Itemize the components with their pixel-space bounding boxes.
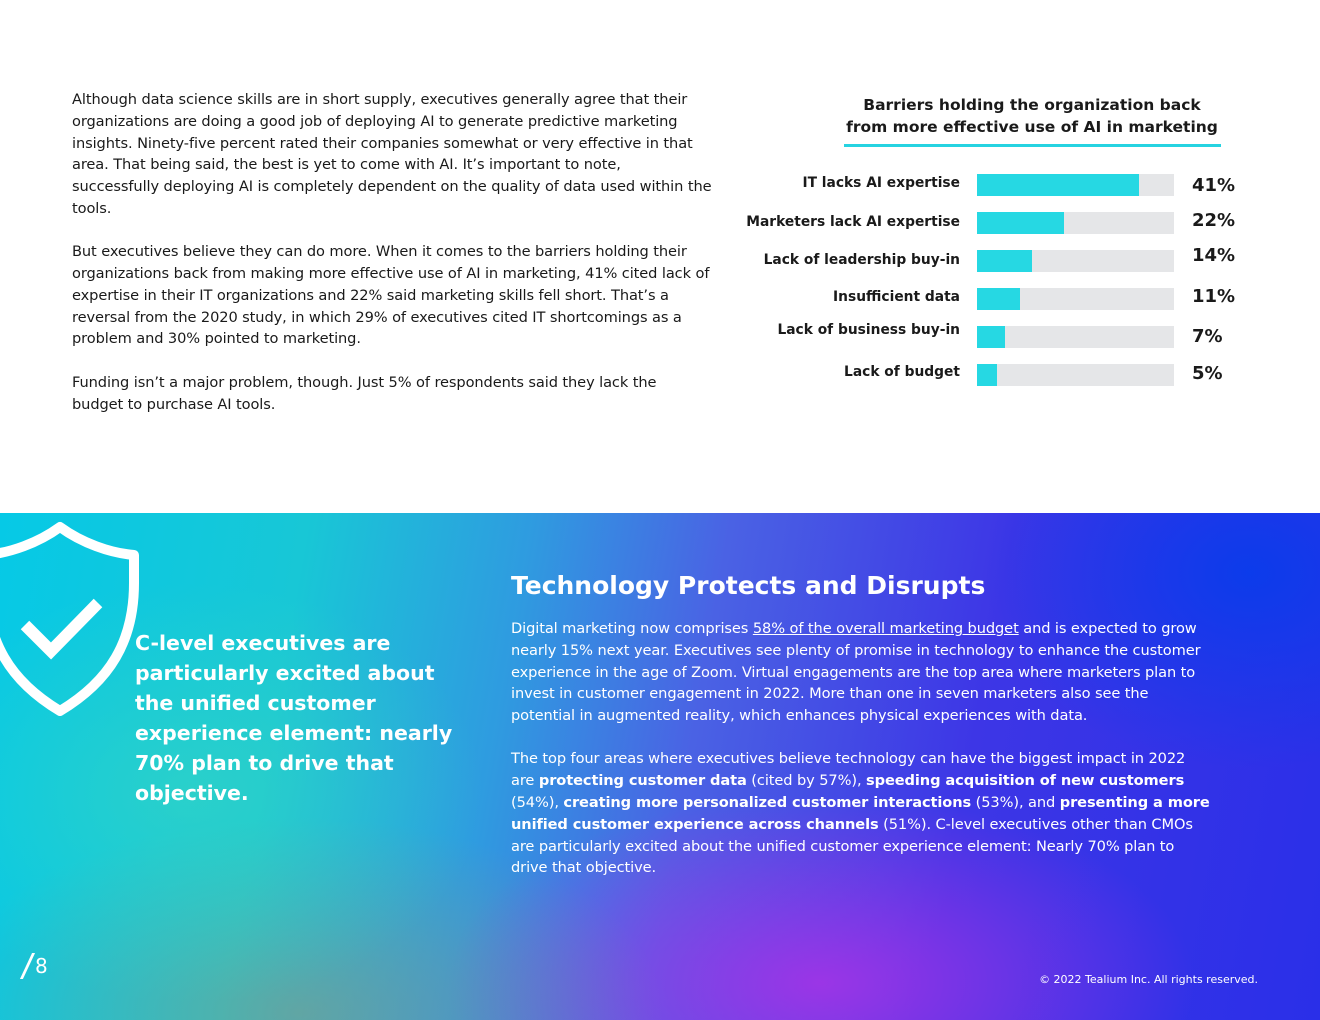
slash-mark-icon — [20, 953, 35, 979]
bar-label: Lack of budget — [844, 364, 960, 380]
bold-text-run: protecting customer data — [538, 772, 747, 790]
bar-value: 5% — [1192, 363, 1223, 384]
pull-quote: C-level executives are particularly excited about the unified customer experience element: nearly 70% plan to drive that objective. — [135, 631, 453, 805]
bar-track — [977, 288, 1174, 310]
text-run: The top four areas where executives believe technology can have the biggest impact in 2022 are — [511, 750, 1186, 790]
intro-paragraph-2: But executives believe they can do more. When it comes to the barriers holding their organizations back from making more effective use of AI in marketing, 41% cited lack of expertise in their IT organizations and 22% said marketing skills fell short. That’s a reversal from the 2020 study, in which 29% of executives cited IT shortcomings as a problem and 30% pointed to marketing. — [72, 243, 710, 348]
bar-label: Lack of leadership buy-in — [763, 252, 960, 268]
bar-row-budget — [740, 364, 1260, 388]
budget-link[interactable]: 58% of the overall marketing budget — [752, 620, 1019, 637]
text-run: (cited by 57%), — [746, 772, 867, 790]
intro-paragraph-1: Although data science skills are in short supply, executives generally agree that their organizations are doing a good job of deploying AI to generate predictive marketing insights. Ninety-five percent rated their companies somewhat or very effective in that area. That being said, the best is yet to come with AI. It’s important to note, successfully deploying AI is completely dependent on the quality of data used within the tools. — [72, 91, 712, 217]
bar-fill — [977, 174, 1139, 196]
chart-title — [836, 94, 1228, 138]
bar-track — [977, 174, 1174, 196]
page-number-value: 8 — [35, 954, 48, 978]
bar-row-marketers-expertise — [740, 212, 1260, 236]
bar-label: Insufficient data — [833, 289, 960, 305]
bar-row-insufficient-data — [740, 288, 1260, 312]
bar-label: Lack of business buy-in — [777, 322, 960, 338]
feature-banner — [0, 513, 1320, 1020]
bar-track — [977, 212, 1174, 234]
bar-value: 22% — [1192, 210, 1236, 231]
bar-fill — [977, 364, 997, 386]
bar-value: 7% — [1192, 326, 1223, 347]
bold-text-run: presenting a more unified customer experience across channels — [511, 794, 1210, 833]
bold-text-run: creating more personalized customer interactions — [563, 794, 972, 812]
bar-label: Marketers lack AI expertise — [746, 214, 960, 230]
bar-value: 41% — [1192, 175, 1236, 196]
text-run: (51%). C-level executives other than CMOs are particularly excited about the unified customer experience element: Nearly 70% plan to drive that objective. — [511, 815, 1193, 877]
text-run: (53%), and — [971, 794, 1060, 812]
chart-title-line-1: Barriers holding the organization back — [863, 96, 1201, 114]
chart-title-underline — [844, 144, 1221, 147]
chart-title-line-2: from more effective use of AI in marketing — [846, 118, 1218, 136]
bar-track — [977, 250, 1174, 272]
bar-value: 11% — [1192, 286, 1236, 307]
bar-fill — [977, 288, 1020, 310]
section-body — [511, 618, 1211, 901]
intro-text — [72, 89, 712, 437]
bar-row-business-buy-in — [740, 322, 1260, 350]
bar-value: 14% — [1192, 245, 1236, 266]
section-paragraph-2 — [511, 748, 1211, 879]
bar-track — [977, 326, 1174, 348]
bar-label: IT lacks AI expertise — [802, 175, 960, 191]
text-run: Digital marketing now comprises — [511, 620, 753, 637]
page-number — [26, 953, 48, 979]
bar-track — [977, 364, 1174, 386]
intro-paragraph-3: Funding isn’t a major problem, though. Just 5% of respondents said they lack the budget to purchase AI tools. — [72, 373, 657, 413]
text-run: (54%), — [511, 794, 564, 812]
section-title: Technology Protects and Disrupts — [511, 571, 986, 600]
text-run: and is expected to grow nearly 15% next year. Executives see plenty of promise in technology to enhance the customer experience in the age of Zoom. Virtual engagements are the top area where marketers plan to invest in customer engagement in 2022. More than one in seven marketers also see the potential in augmented reality, which enhances physical experiences with data. — [511, 620, 1201, 725]
bar-row-it-expertise — [740, 174, 1260, 198]
bar-fill — [977, 326, 1005, 348]
bold-text-run: speeding acquisition of new customers — [866, 772, 1185, 790]
copyright: © 2022 Tealium Inc. All rights reserved. — [1039, 973, 1258, 986]
section-paragraph-1 — [511, 618, 1211, 727]
bar-fill — [977, 250, 1032, 272]
shield-check-icon — [0, 521, 140, 716]
bar-fill — [977, 212, 1064, 234]
bar-row-leadership-buy-in — [740, 245, 1260, 274]
